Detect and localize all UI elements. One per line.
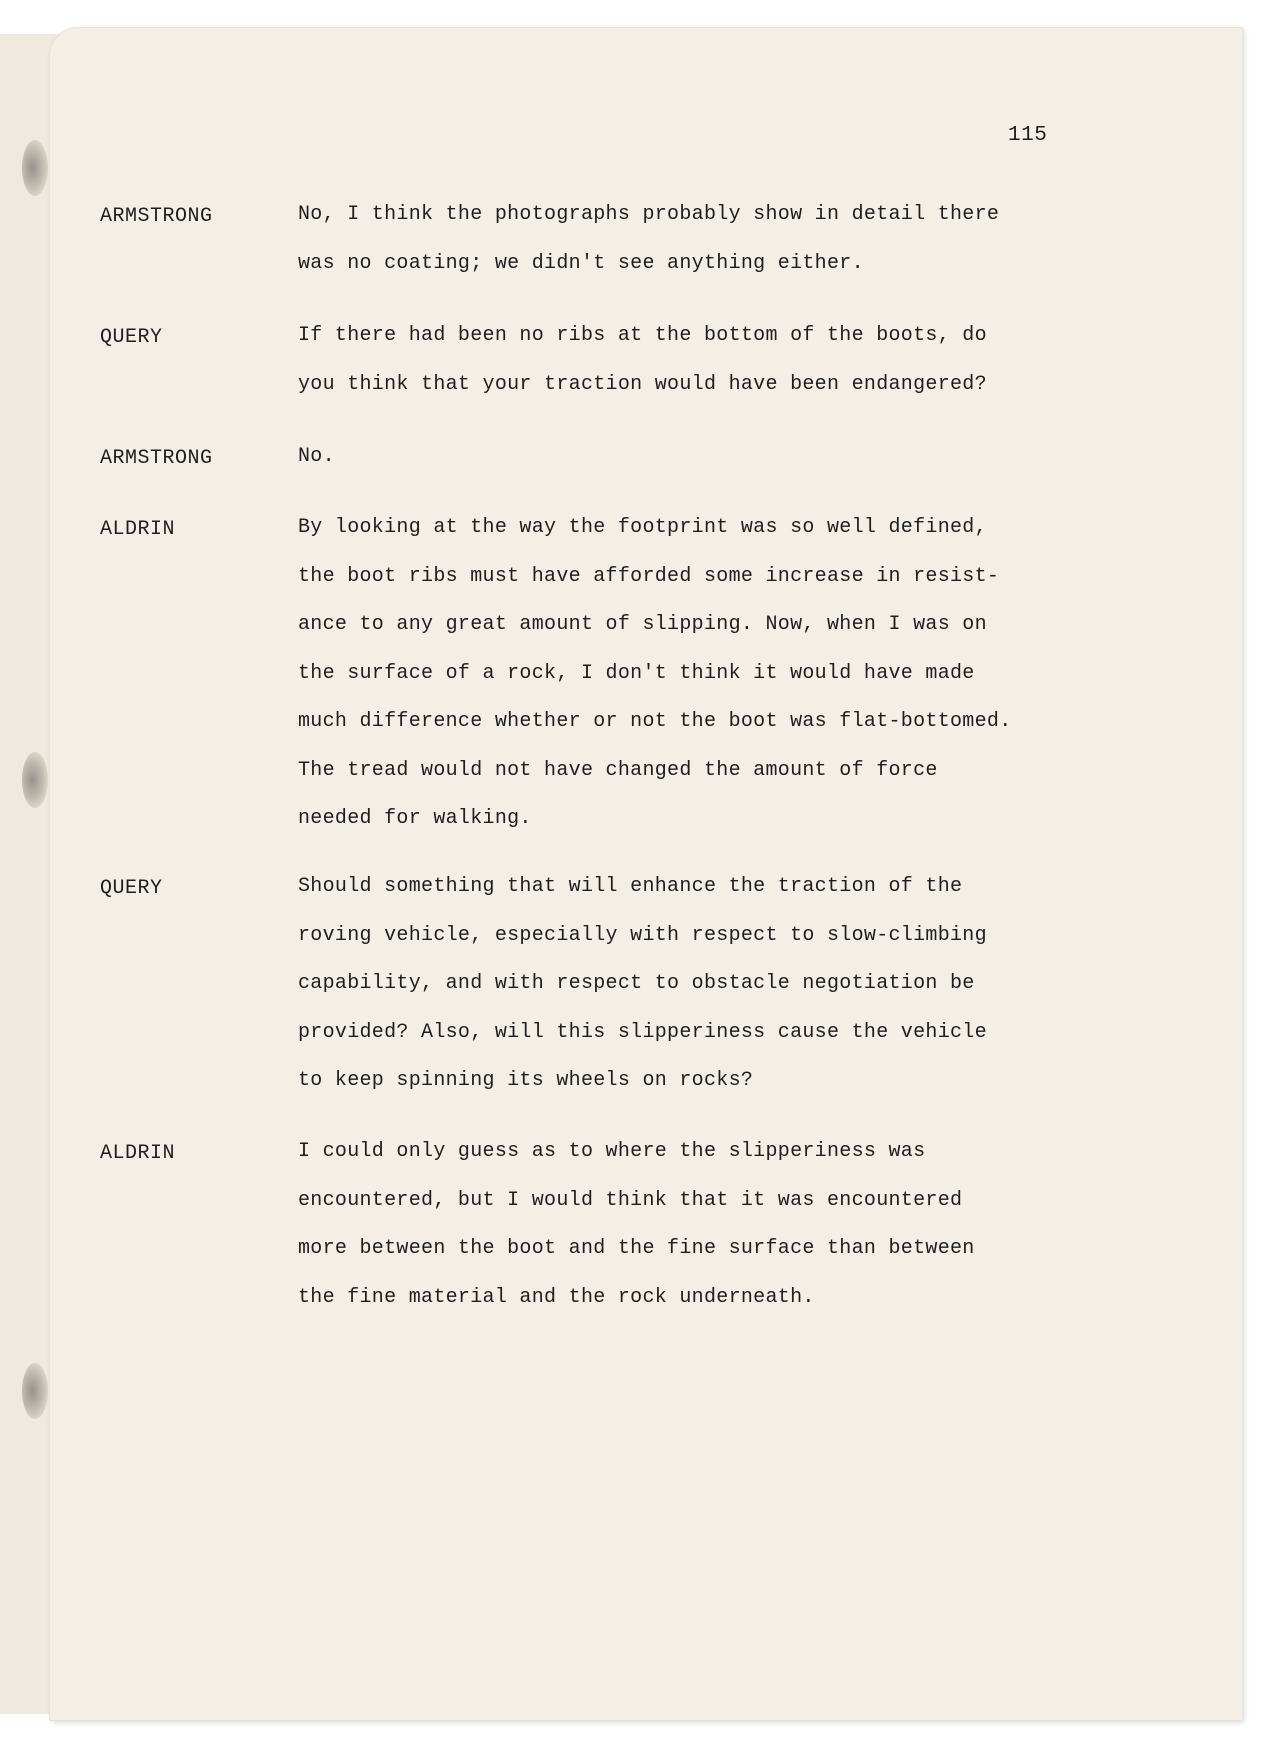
speech-line: Should something that will enhance the traction of the (298, 875, 963, 898)
speech-line: encountered, but I would think that it was encountered (298, 1188, 963, 1212)
speech-line: you think that your traction would have been endangered? (298, 372, 987, 396)
binder-hole-bottom (22, 1363, 48, 1419)
speech-line: If there had been no ribs at the bottom of the boots, do (298, 324, 987, 347)
binder-hole-middle (22, 752, 48, 808)
speaker-label: QUERY (100, 877, 163, 900)
speech-line: needed for walking. (298, 807, 532, 830)
speech-line: I could only guess as to where the slipperiness was (298, 1140, 926, 1163)
speech-line: was no coating; we didn't see anything either. (298, 251, 864, 275)
speech-text (298, 504, 1098, 844)
speaker-label: ARMSTRONG (100, 205, 213, 228)
speech-text (298, 1128, 1098, 1322)
binder-hole-top (22, 140, 48, 196)
speaker-label: ALDRIN (100, 1142, 176, 1165)
speech-text (298, 191, 1098, 288)
speech-text (298, 312, 1098, 409)
speaker-label: QUERY (100, 326, 163, 349)
speech-text (298, 863, 1098, 1106)
speech-line: much difference whether or not the boot was flat-bottomed. (298, 710, 1012, 733)
speaker-label: ARMSTRONG (100, 447, 213, 470)
speech-line: ance to any great amount of slipping. Now, when I was on (298, 613, 987, 636)
speech-line: The tread would not have changed the amount of force (298, 758, 938, 782)
speech-line: the boot ribs must have afforded some increase in resist- (298, 564, 1000, 588)
speaker-label: ALDRIN (100, 518, 176, 541)
speech-line: capability, and with respect to obstacle negotiation be (298, 972, 975, 995)
speech-line: more between the boot and the fine surface than between (298, 1237, 975, 1260)
page-number: 115 (1008, 124, 1048, 147)
speech-text (298, 433, 1098, 482)
speech-line: the fine material and the rock underneath. (298, 1285, 815, 1309)
speech-line: provided? Also, will this slipperiness cause the vehicle (298, 1020, 987, 1044)
speech-line: No. (298, 445, 335, 468)
speech-line: to keep spinning its wheels on rocks? (298, 1069, 754, 1092)
speech-line: the surface of a rock, I don't think it would have made (298, 661, 975, 685)
speech-line: By looking at the way the footprint was so well defined, (298, 516, 987, 539)
speech-line: No, I think the photographs probably show in detail there (298, 203, 1000, 226)
speech-line: roving vehicle, especially with respect to slow-climbing (298, 923, 987, 947)
